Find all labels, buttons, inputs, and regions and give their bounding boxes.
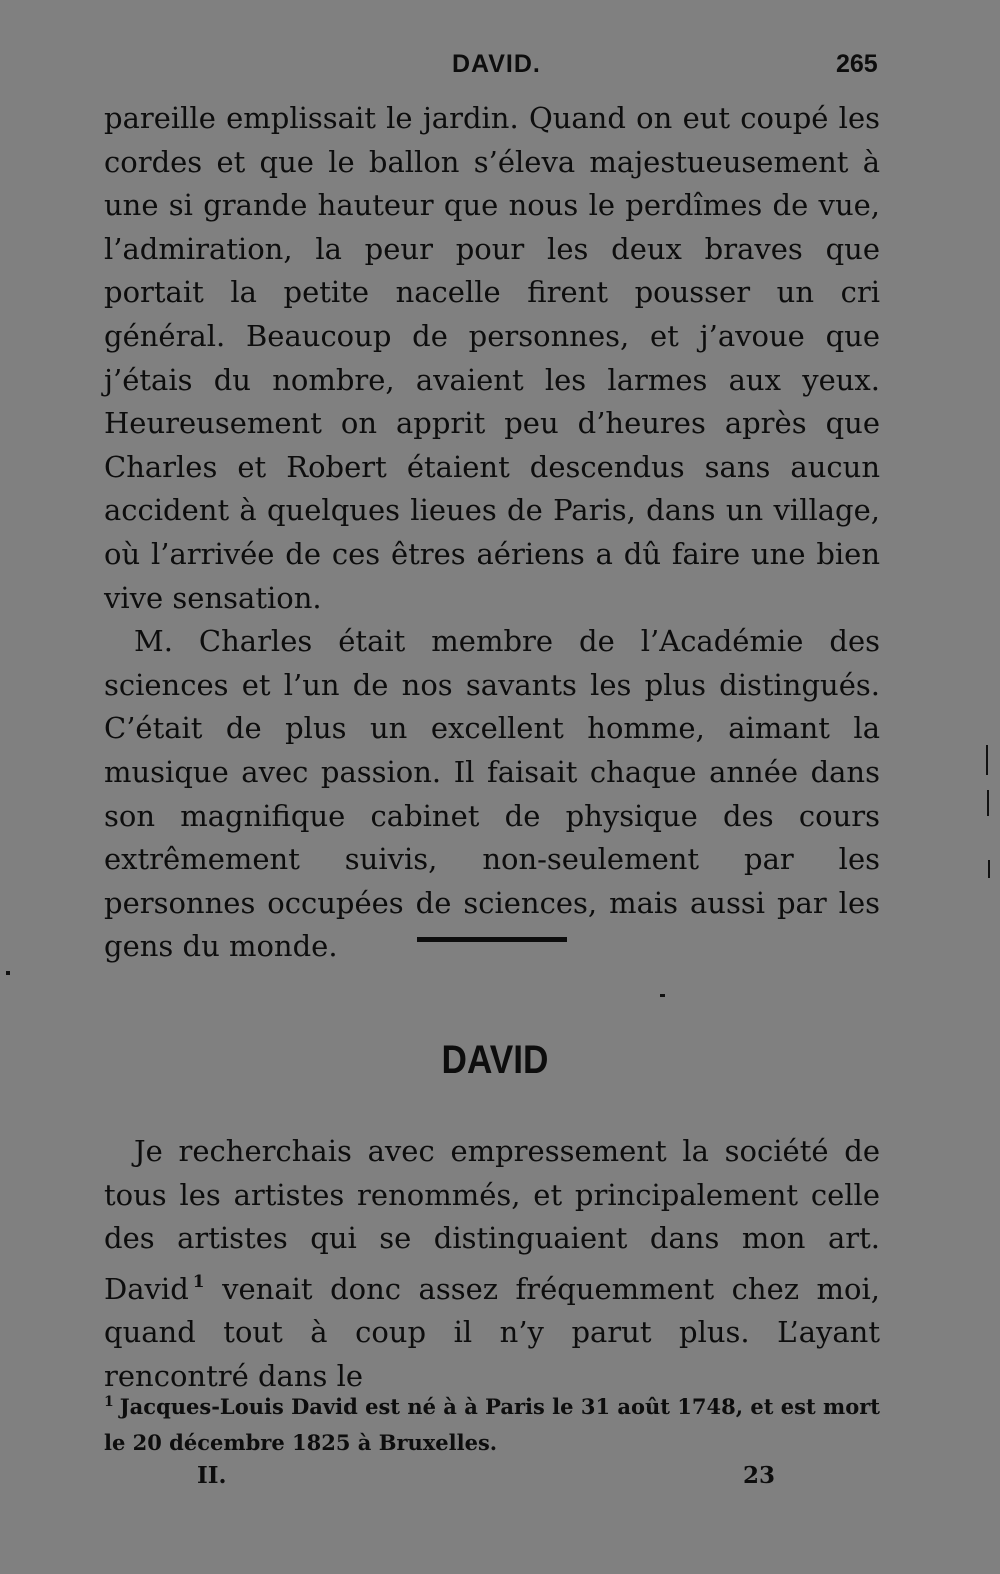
scan-speck bbox=[986, 745, 988, 775]
signature-volume: II. bbox=[197, 1462, 227, 1489]
signature-sheet: 23 bbox=[743, 1462, 776, 1489]
paragraph-david bbox=[104, 1130, 880, 1399]
section-heading: DAVID bbox=[441, 1038, 549, 1082]
paragraph-david-start: Je recherchais avec empressement la société de tous les artistes renommés, et principalement celle des artistes qui se distinguaient dans mon art. David bbox=[104, 1134, 880, 1306]
footnote-text: Jacques-Louis David est né à à Paris le 31 août 1748, et est mort le 20 décembre 1825 à Bruxelles. bbox=[104, 1394, 880, 1455]
footnote bbox=[104, 1384, 880, 1461]
body-text bbox=[104, 97, 880, 969]
running-head bbox=[0, 50, 1000, 86]
section-text bbox=[104, 1130, 880, 1399]
footnote-reference: 1 bbox=[192, 1271, 205, 1292]
scan-speck bbox=[6, 971, 10, 975]
paragraph-charles: M. Charles était membre de l’Académie des sciences et l’un de nos savants les plus distingués. C’était de plus un excellent homme, aimant la musique avec passion. Il faisait chaque année dans son magnifique cabinet de physique des cours extrêmement suivis, non-seulement par les personnes occupées de sciences, mais aussi par les gens du monde. bbox=[104, 624, 880, 964]
scan-speck bbox=[660, 994, 665, 997]
section-divider bbox=[417, 937, 567, 942]
paragraph-david-continued: venait donc assez fréquemment chez moi, quand tout à coup il n’y parut plus. L’ayant rencontré dans le bbox=[104, 1271, 881, 1393]
running-title: DAVID. bbox=[452, 50, 541, 78]
scan-speck bbox=[987, 790, 989, 816]
paragraph-balloon: pareille emplissait le jardin. Quand on eut coupé les cordes et que le ballon s’éleva majestueusement à une si grande hauteur que nous le perdîmes de vue, l’admiration, la peur pour les deux braves que portait la petite nacelle firent pousser un cri général. Beaucoup de personnes, et j’avoue que j’étais du nombre, avaient les larmes aux yeux. Heureusement on apprit peu d’heures après que Charles et Robert étaient descendus sans aucun accident à quelques lieues de Paris, dans un village, où l’arrivée de ces êtres aériens a dû faire une bien vive sensation. bbox=[104, 101, 880, 615]
scan-speck bbox=[988, 860, 990, 878]
footnote-number: 1 bbox=[104, 1394, 114, 1410]
page-number: 265 bbox=[836, 50, 878, 78]
